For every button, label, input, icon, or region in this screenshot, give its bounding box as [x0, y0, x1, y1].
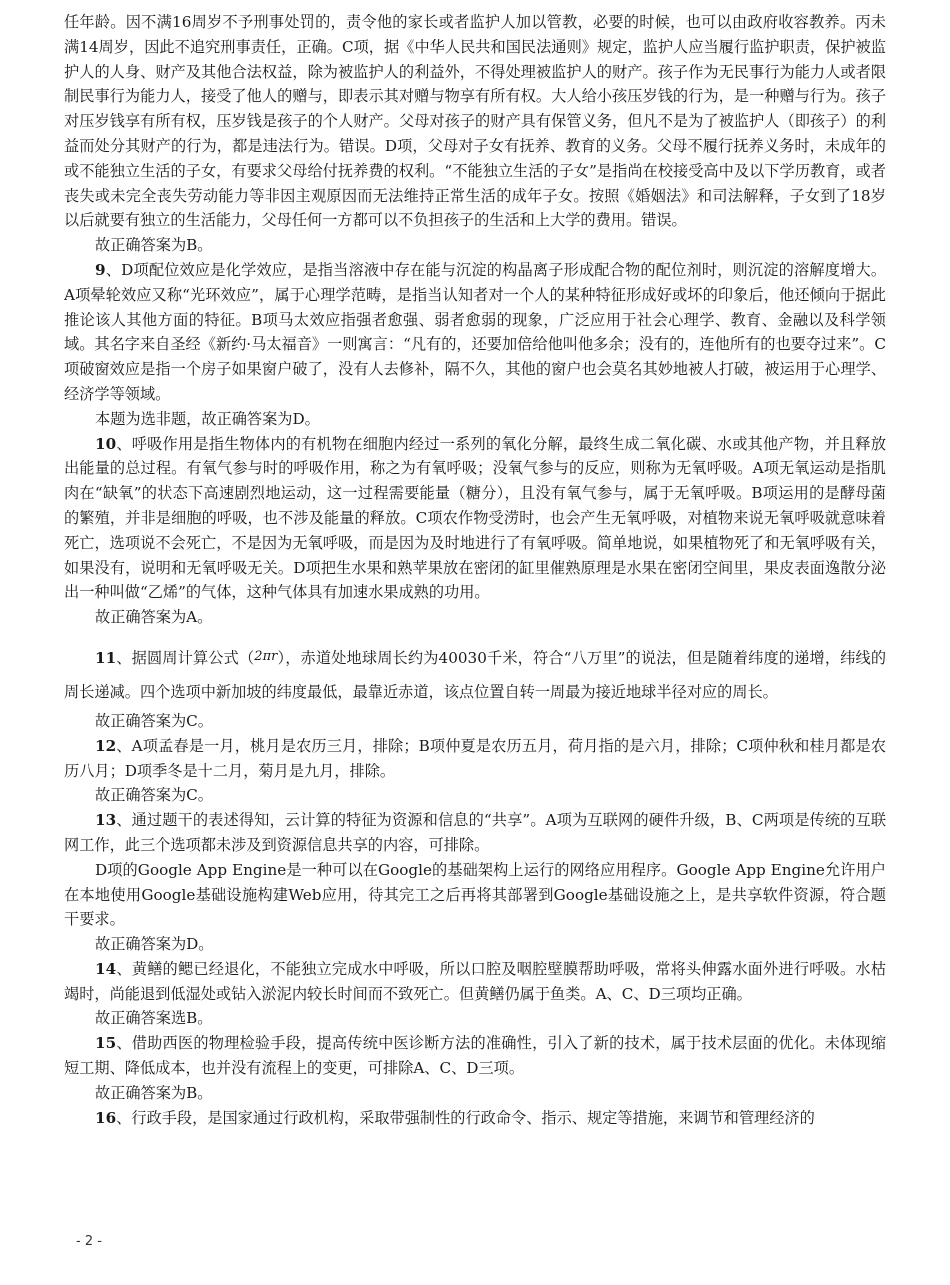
question-number: 11	[95, 648, 117, 667]
answer-line: 故正确答案为D。	[95, 935, 214, 954]
page-number: - 2 -	[76, 1234, 102, 1249]
question-text: 借助西医的物理检验手段，提高传统中医诊断方法的准确性，引入了新的技术，属于技术层面的优化。未体现缩短工期、降低成本，也并没有流程上的变更，可排除A、C、D三项。	[64, 1034, 887, 1078]
answer-line: 故正确答案为A。	[95, 608, 213, 627]
question-text: 黄鳝的鳃已经退化，不能独立完成水中呼吸，所以口腔及咽腔壁膜帮助呼吸，常将头伸露水面外进行呼吸。水枯竭时，尚能退到低湿处或钻入淤泥内较长时间而不致死亡。但黄鳝仍属于鱼类。A、C、D三项均正确。	[64, 959, 887, 1003]
answer-line: 故正确答案为C。	[95, 786, 213, 805]
paragraph-continued: 任年龄。因不满16周岁不予刑事处罚的，责令他的家长或者监护人加以管教，必要的时候，也可以由政府收容教养。丙未满14周岁，因此不追究刑事责任，正确。C项，据《中华人民共和国民法通则》规定，监护人应当履行监护职责，保护被监护人的人身、财产及其他合法权益，除为被监护人的利益外，不得处理被监护人的财产。孩子作为无民事行为能力人或者限制民事行为能力人，接受了他人的赠与，即表示其对赠与物享有所有权。大人给小孩压岁钱的行为，是一种赠与行为。孩子对压岁钱享有所有权，压岁钱是孩子的个人财产。父母对孩子的财产具有保管义务，但凡不是为了被监护人（即孩子）的利益而处分其财产的行为，都是违法行为。错误。D项，父母对子女有抚养、教育的义务。父母不履行抚养义务时，未成年的或不能独立生活的子女，有要求父母给付抚养费的权利。“不能独立生活的子女”是指尚在校接受高中及以下学历教育，或者丧失或未完全丧失劳动能力等非因主观原因而无法维持正常生活的成年子女。按照《婚姻法》和司法解释，子女到了18岁以后就要有独立的生活能力，父母任何一方都可以不负担孩子的生活和上大学的费用。错误。	[64, 13, 886, 230]
answer-line: 故正确答案为C。	[95, 711, 213, 730]
answer-line: 故正确答案为B。	[95, 236, 213, 255]
question-number: 13	[95, 811, 117, 830]
question-separator: 、	[116, 736, 132, 755]
question-text: 通过题干的表述得知，云计算的特征为资源和信息的“共享”。A项为互联网的硬件升级，B、C两项是传统的互联网工作，此三个选项都未涉及到资源信息共享的内容，可排除。	[64, 811, 887, 854]
question-number: 12	[95, 736, 117, 755]
question-9	[64, 258, 886, 407]
question-13	[64, 808, 886, 858]
question-separator: 、	[116, 648, 132, 667]
question-separator: 、	[116, 1034, 132, 1053]
question-12	[64, 734, 886, 784]
question-text: 呼吸作用是指生物体内的有机物在细胞内经过一系列的氧化分解，最终生成二氧化碳、水或其他产物，并且释放出能量的总过程。有氧气参与时的呼吸作用，称之为有氧呼吸；没氧气参与的反应，则称为无氧呼吸。A项无氧运动是指肌肉在“缺氧”的状态下高速剧烈地运动，这一过程需要能量（糖分），且没有氧气参与，属于无氧呼吸。B项运用的是酵母菌的繁殖，并非是细胞的呼吸，也不涉及能量的释放。C项农作物受涝时，也会产生无氧呼吸，对植物来说无氧呼吸就意味着死亡，选项说不会死亡，不是因为无氧呼吸，而是因为及时地进行了有氧呼吸。简单地说，如果植物死了和无氧呼吸有关，如果没有，说明和无氧呼吸无关。D项把生水果和熟苹果放在密闭的缸里催熟原理是水果在密闭空间里，果皮表面逸散分泌出一种叫做“乙烯”的气体，这种气体具有加速水果成熟的功用。	[64, 434, 887, 602]
question-14	[64, 957, 886, 1007]
document-body	[64, 10, 886, 1130]
answer-line: 故正确答案选B。	[95, 1009, 213, 1028]
answer-line: 故正确答案为B。	[95, 1083, 213, 1102]
answer-line: 本题为选非题，故正确答案为D。	[95, 409, 320, 428]
circumference-formula: 2πr	[254, 648, 278, 664]
question-15	[64, 1031, 886, 1081]
question-separator: 、	[105, 260, 122, 279]
question-11	[64, 640, 886, 709]
question-text: 行政手段，是国家通过行政机构，采取带强制性的行政命令、指示、规定等措施，来调节和管理经济的	[131, 1108, 815, 1127]
question-16	[64, 1106, 886, 1131]
question-number: 15	[95, 1034, 117, 1053]
question-13-continued: D项的Google App Engine是一种可以在Google的基础架构上运行的网络应用程序。Google App Engine允许用户在本地使用Google基础设施构建Web应用，待其完工之后再将其部署到Google基础设施之上，是共享软件资源，符合题干要求。	[64, 860, 886, 929]
question-number: 14	[95, 959, 117, 978]
question-separator: 、	[116, 811, 132, 830]
question-number: 16	[95, 1108, 117, 1127]
question-text: D项配位效应是化学效应，是指当溶液中存在能与沉淀的构晶离子形成配合物的配位剂时，则沉淀的溶解度增大。A项晕轮效应又称“光环效应”，属于心理学范畴，是指当认知者对一个人的某种特征形成好或坏的印象后，他还倾向于据此推论该人其他方面的特征。B项马太效应指强者愈强、弱者愈弱的现象，广泛应用于社会心理学、教育、金融以及科学领域。其名字来自圣经《新约·马太福音》一则寓言：“凡有的，还要加倍给他叫他多余；没有的，连他所有的也要夺过来”。C项破窗效应是指一个房子如果窗户破了，没有人去修补，隔不久，其他的窗户也会莫名其妙地被人打破，被运用于心理学、经济学等领域。	[64, 260, 887, 403]
question-text-before: 据圆周计算公式（	[131, 648, 255, 667]
question-number: 10	[95, 434, 117, 453]
question-separator: 、	[116, 1108, 132, 1127]
question-text-after: ），赤道处地球周长约为40030千米，符合“八万里”的说法，但是随着纬度的递增，纬线的周长递减。四个选项中新加坡的纬度最低，最靠近赤道，该点位置自转一周最为接近地球半径对应的周长。	[64, 648, 887, 701]
question-number: 9	[95, 260, 106, 279]
question-10	[64, 432, 886, 606]
question-separator: 、	[116, 434, 132, 453]
question-text: A项孟春是一月，桃月是农历三月，排除；B项仲夏是农历五月，荷月指的是六月，排除；C项仲秋和桂月都是农历八月；D项季冬是十二月，菊月是九月，排除。	[64, 736, 887, 780]
question-separator: 、	[116, 959, 132, 978]
